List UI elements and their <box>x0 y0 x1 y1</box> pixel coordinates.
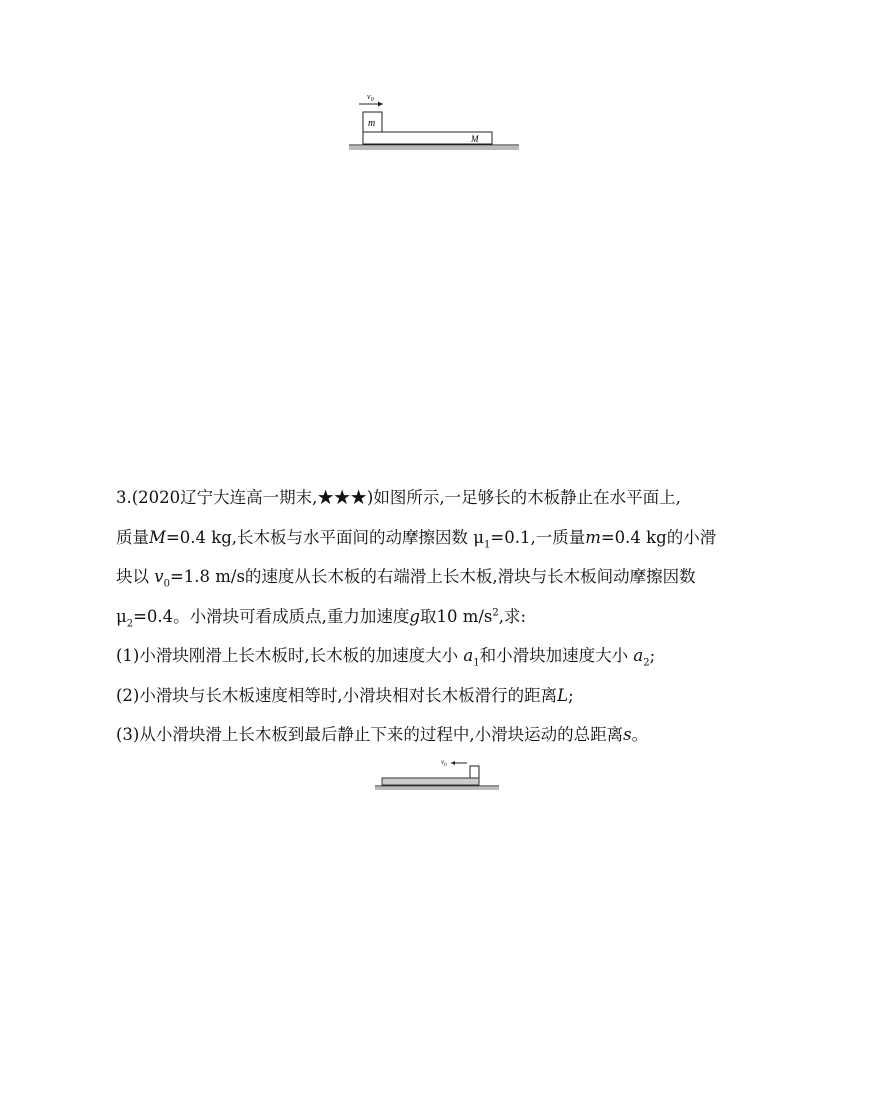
question-2: (2)小滑块与长木板速度相等时,小滑块相对长木板滑行的距离L; <box>116 685 574 705</box>
small-block <box>470 766 479 778</box>
figure-block-on-board-1 <box>347 90 523 156</box>
long-board <box>382 778 479 785</box>
problem-line-1: 3.(2020辽宁大连高一期末,★★★)如图所示,一足够长的木板静止在水平面上, <box>116 488 681 507</box>
question-3: (3)从小滑块滑上长木板到最后静止下来的过程中,小滑块运动的总距离s。 <box>116 725 649 744</box>
problem-line-2: 质量M=0.4 kg,长木板与水平面间的动摩擦因数 $\mu_1=0.1$,一质量m=0.4 kg的小滑 <box>116 527 717 550</box>
ground-hatch <box>375 787 499 790</box>
board-mass-label: M <box>471 134 479 144</box>
question-1: (1)小滑块刚滑上长木板时,长木板的加速度大小 $a_1$和小滑块加速度大小 $a_2$; <box>116 646 656 669</box>
velocity-label: $v_0$ <box>441 758 447 768</box>
problem-line-4: $\mu_2=0.4$。小滑块可看成质点,重力加速度g取10 $m/s^2$,求: <box>116 606 527 629</box>
ground-hatch <box>349 146 519 150</box>
velocity-arrow-head <box>378 102 383 107</box>
problem-3 <box>116 478 766 755</box>
velocity-arrow-head <box>451 761 455 765</box>
block-mass-label: m <box>368 118 376 129</box>
figure-block-on-board-2 <box>373 755 501 793</box>
velocity-label: $v_0$ <box>367 92 374 103</box>
problem-line-3: 块以 $v_0=1.8$ m/s的速度从长木板的右端滑上长木板,滑块与长木板间动摩擦因数 <box>116 567 696 590</box>
